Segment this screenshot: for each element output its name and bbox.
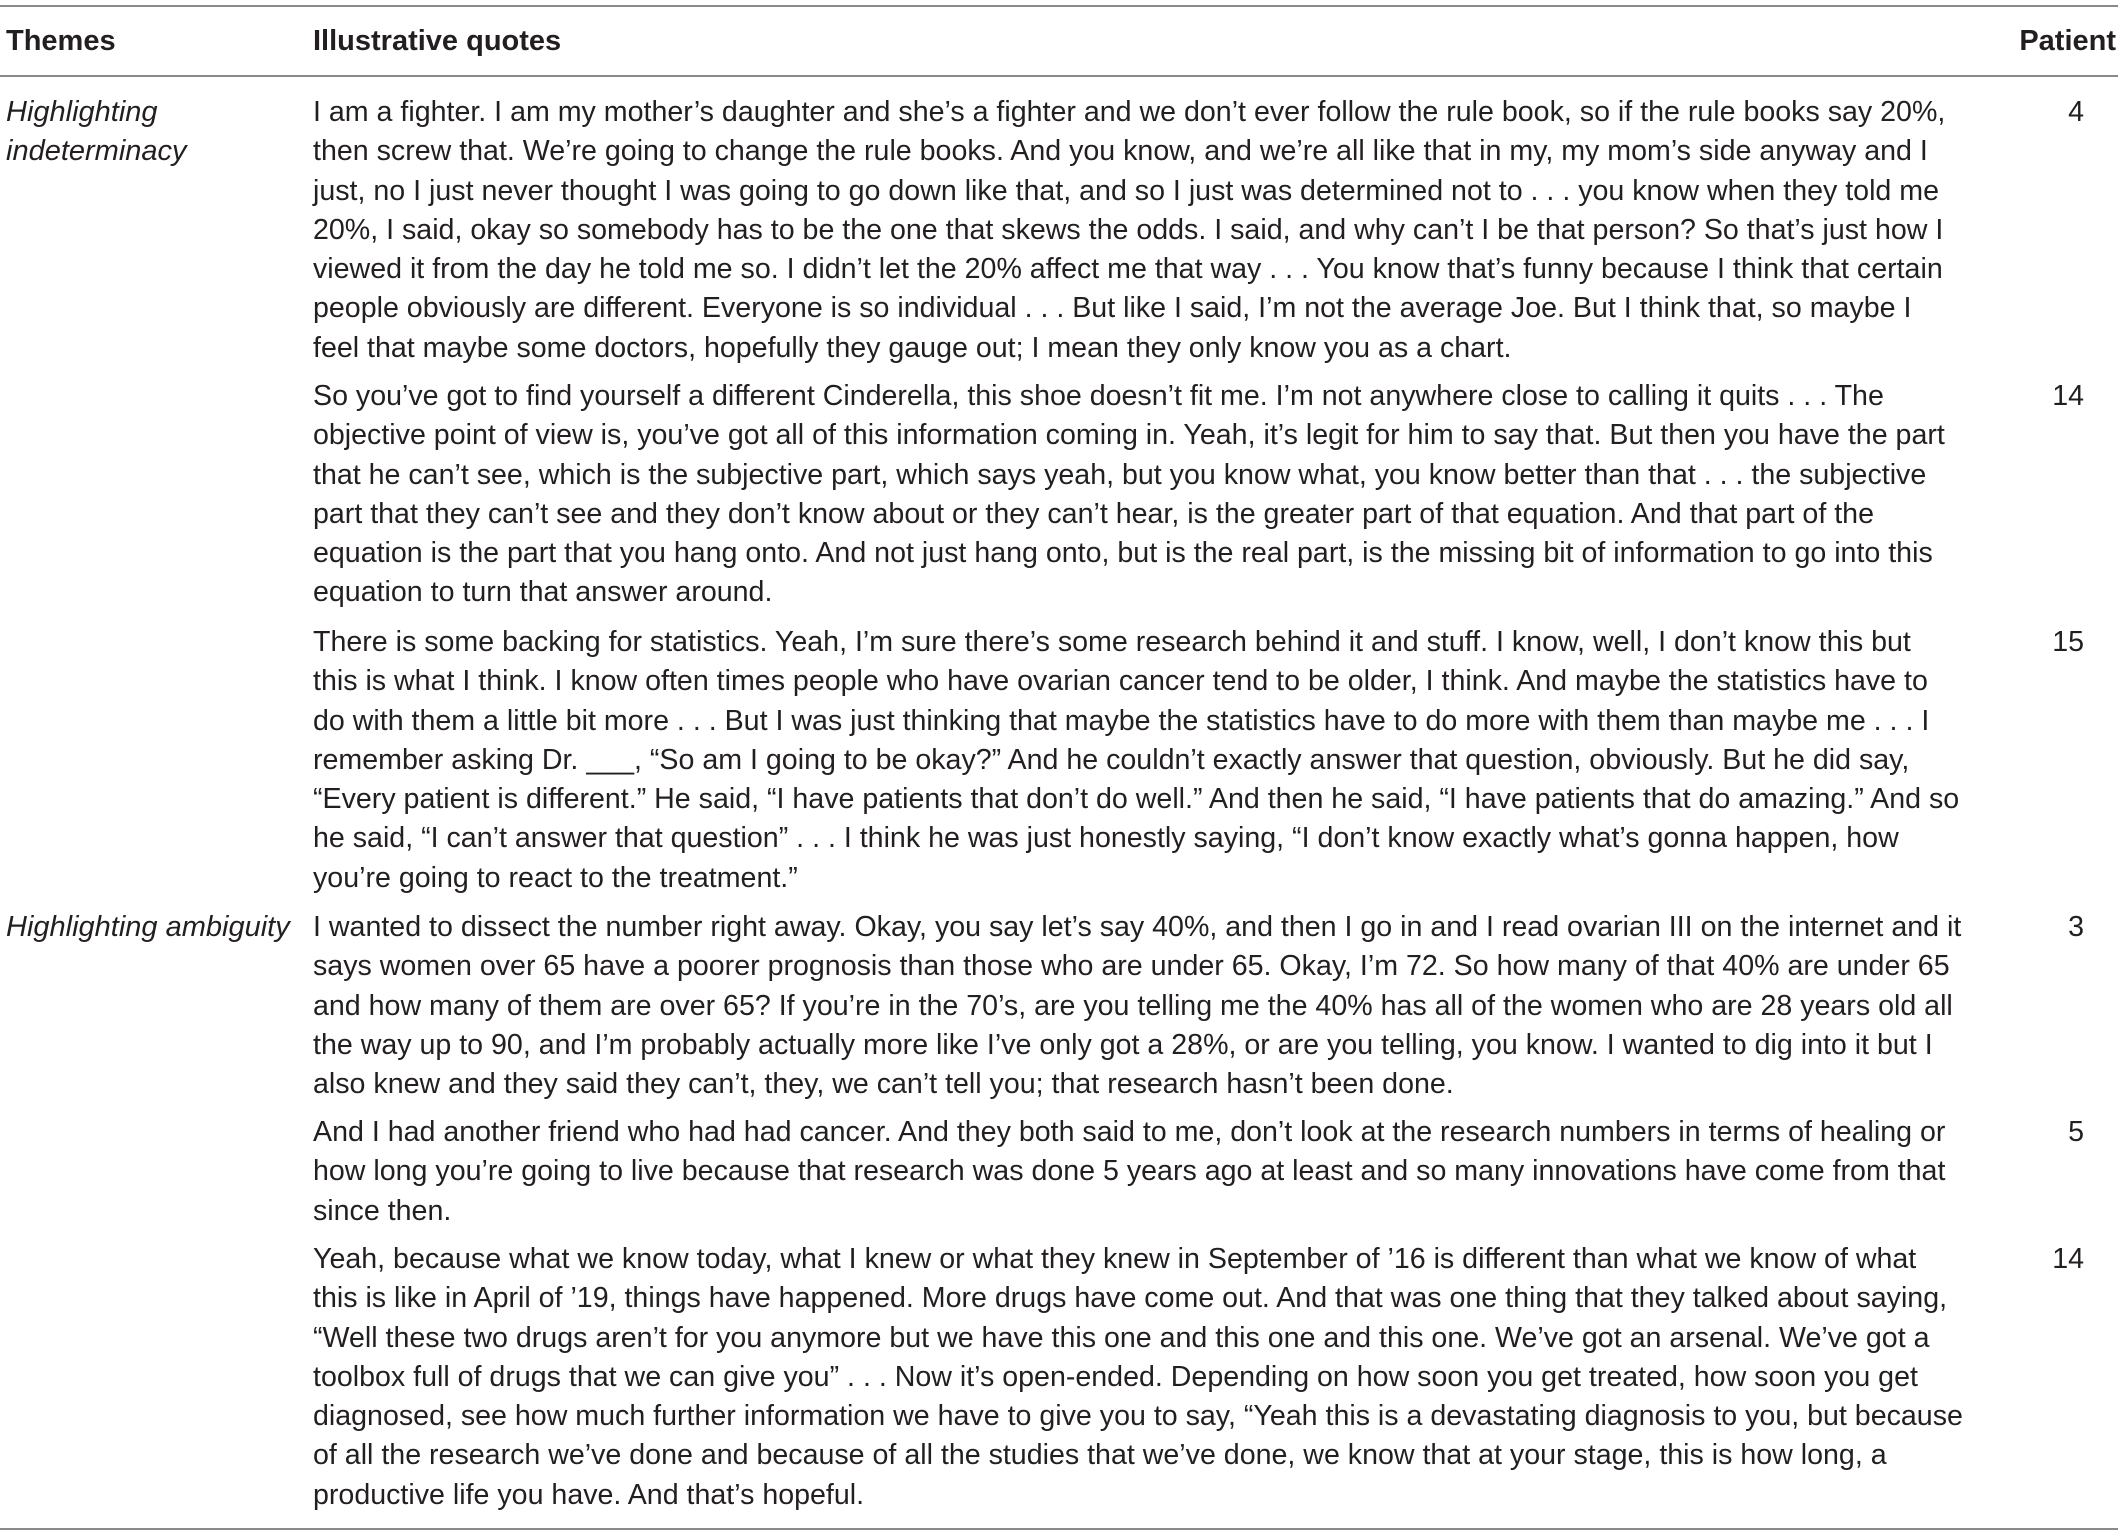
theme-cell: Highlighting indeterminacy: [6, 96, 187, 168]
patient-cell: 14: [2052, 380, 2084, 412]
quote-cell: Yeah, because what we know today, what I knew or what they knew in September of ’16 is different than what we know of what this is like in April of ’19, things have happened. More drugs have come out. And that was one thing that they talked about saying, “Well these two drugs aren’t for you anymore but we have this one and this one and this one. We’ve got an arsenal. We’ve got a toolbox full of drugs that we can give you” . . . Now it’s open-ended. Depending on how soon you get treated, how soon you get diagnosed, see how much further information we have to give you to say, “Yeah this is a devastating diagnosis to you, but because of all the research we’ve done and because of all the studies that we’ve done, we know that at your stage, this is how long, a productive life you have. And that’s hopeful.: [313, 1243, 1963, 1511]
quote-cell: There is some backing for statistics. Yeah, I’m sure there’s some research behind it and stuff. I know, well, I don’t know this but this is what I think. I know often times people who have ovarian cancer tend to be older, I think. And maybe the statistics have to do with them a little bit more . . . But I was just thinking that maybe the statistics have to do more with them than maybe me . . . I remember asking Dr. ___, “So am I going to be okay?” And he couldn’t exactly answer that question, obviously. But he did say, “Every patient is different.” He said, “I have patients that don’t do well.” And then he said, “I have patients that do amazing.” And so he said, “I can’t answer that question” . . . I think he was just honestly saying, “I don’t know exactly what’s gonna happen, how you’re going to react to the treatment.”: [313, 626, 1960, 894]
patient-cell: 5: [2068, 1116, 2084, 1148]
table-bottom-rule: [0, 1528, 2118, 1530]
header-patient: Patient: [2019, 25, 2116, 57]
quote-cell: And I had another friend who had had cancer. And they both said to me, don’t look at the research numbers in terms of healing or how long you’re going to live because that research was done 5 years ago at least and so many innovations have come from that since then.: [313, 1116, 1946, 1227]
patient-cell: 15: [2052, 626, 2084, 658]
table-top-rule: [0, 5, 2118, 7]
header-themes: Themes: [6, 25, 116, 57]
quote-cell: I am a fighter. I am my mother’s daughter and she’s a fighter and we don’t ever follow the rule book, so if the rule books say 20%, then screw that. We’re going to change the rule books. And you know, and we’re all like that in my, my mom’s side anyway and I just, no I just never thought I was going to go down like that, and so I just was determined not to . . . you know when they told me 20%, I said, okay so somebody has to be the one that skews the odds. I said, and why can’t I be that person? So that’s just how I viewed it from the day he told me so. I didn’t let the 20% affect me that way . . . You know that’s funny because I think that certain people obviously are different. Everyone is so individual . . . But like I said, I’m not the average Joe. But I think that, so maybe I feel that maybe some doctors, hopefully they gauge out; I mean they only know you as a chart.: [313, 96, 1946, 364]
quote-cell: So you’ve got to find yourself a different Cinderella, this shoe doesn’t fit me. I’m not anywhere close to calling it quits . . . The objective point of view is, you’ve got all of this information coming in. Yeah, it’s legit for him to say that. But then you have the part that he can’t see, which is the subjective part, which says yeah, but you know what, you know better than that . . . the subjective part that they can’t see and they don’t know about or they can’t hear, is the greater part of that equation. And that part of the equation is the part that you hang onto. And not just hang onto, but is the real part, is the missing bit of information to go into this equation to turn that answer around.: [313, 380, 1945, 609]
theme-cell: Highlighting ambiguity: [6, 911, 290, 943]
header-rule: [0, 75, 2118, 77]
patient-cell: 14: [2052, 1243, 2084, 1275]
header-illustrative-quotes: Illustrative quotes: [313, 25, 562, 57]
quote-cell: I wanted to dissect the number right away. Okay, you say let’s say 40%, and then I go in and I read ovarian III on the internet and it says women over 65 have a poorer prognosis than those who are under 65. Okay, I’m 72. So how many of that 40% are under 65 and how many of them are over 65? If you’re in the 70’s, are you telling me the 40% has all of the women who are 28 years old all the way up to 90, and I’m probably actually more like I’ve only got a 28%, or are you telling, you know. I wanted to dig into it but I also knew and they said they can’t, they, we can’t tell you; that research hasn’t been done.: [313, 911, 1962, 1101]
patient-cell: 3: [2068, 911, 2084, 943]
patient-cell: 4: [2068, 96, 2084, 128]
